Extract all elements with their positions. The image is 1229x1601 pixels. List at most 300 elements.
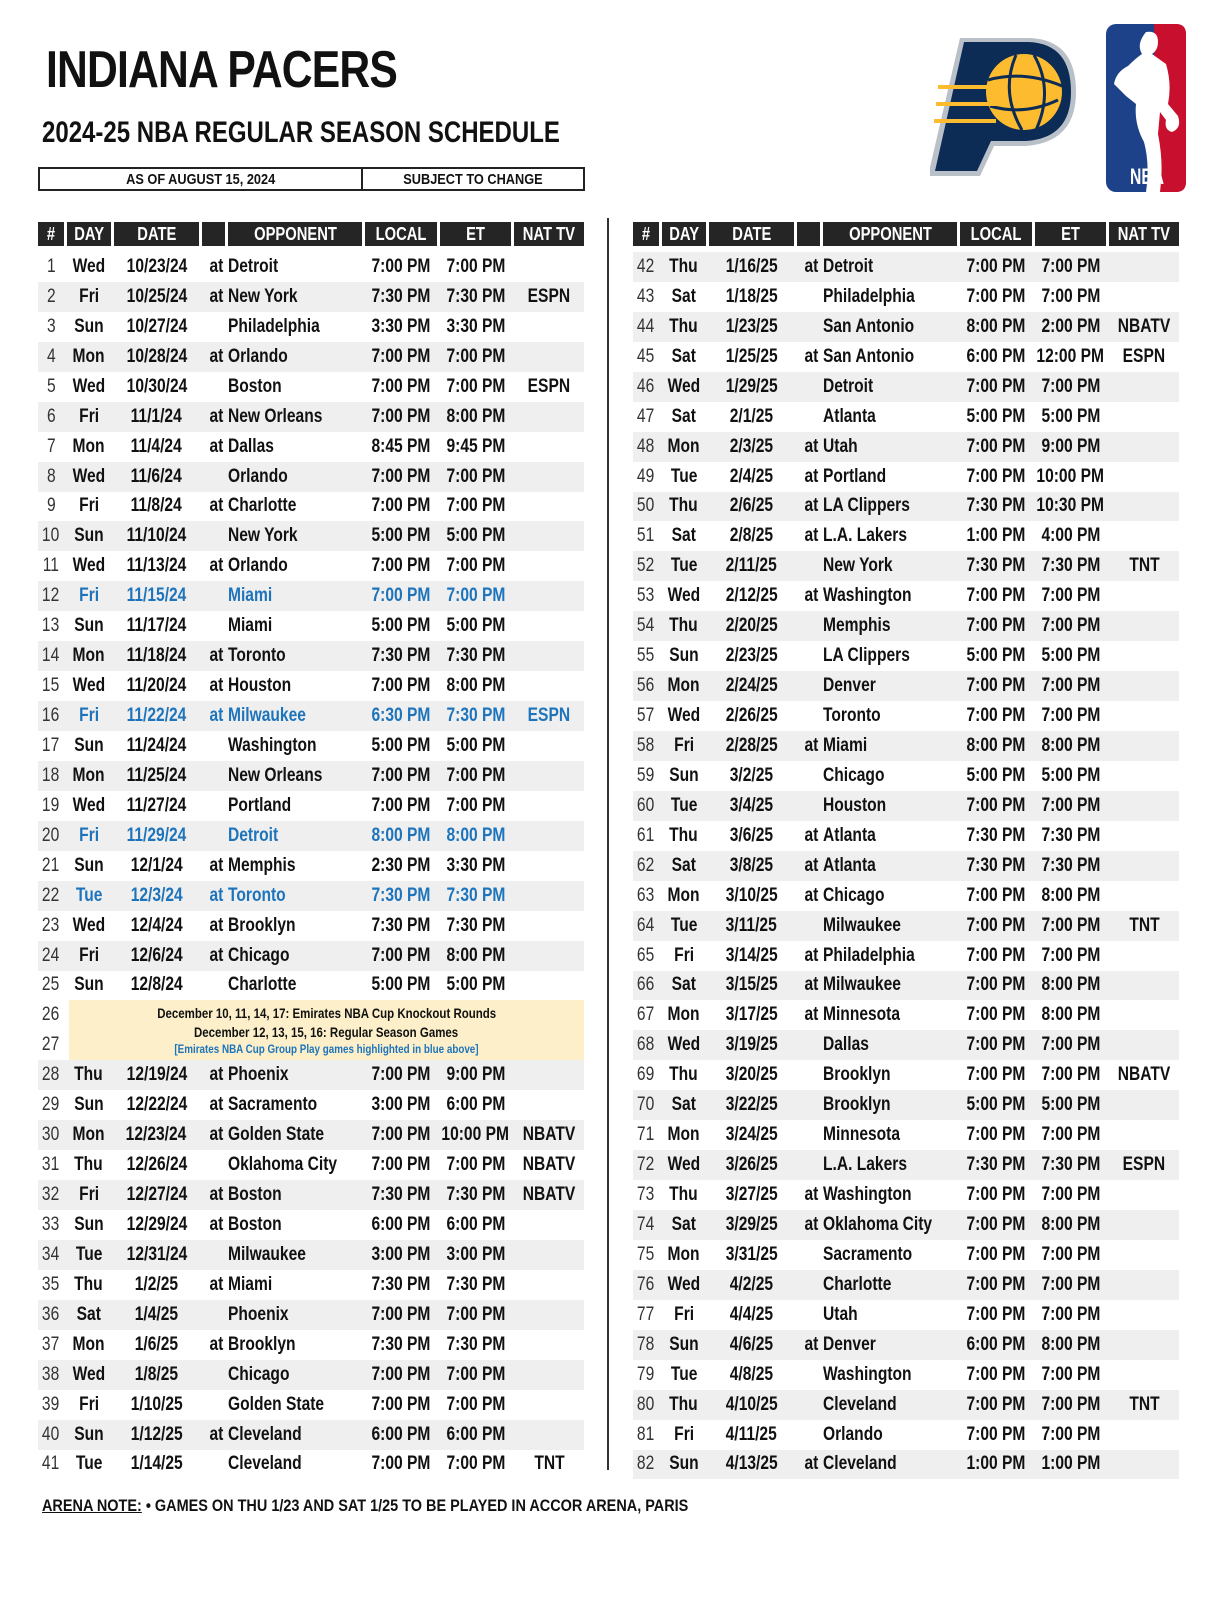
opponent-name: Orlando — [228, 555, 288, 577]
game-day: Wed — [72, 255, 106, 277]
game-day: Fri — [673, 1423, 694, 1445]
game-number: 23 — [42, 914, 60, 936]
game-number: 32 — [42, 1184, 60, 1206]
game-day: Sun — [74, 1094, 104, 1116]
local-time: 7:00 PM — [966, 1004, 1026, 1026]
table-row — [38, 1270, 584, 1300]
game-day: Wed — [72, 914, 106, 936]
opponent-name: Washington — [823, 585, 912, 607]
et-time: 7:00 PM — [445, 1363, 505, 1385]
table-row — [633, 941, 1179, 971]
opponent-name: Milwaukee — [228, 705, 307, 727]
opponent-name: Dallas — [823, 1034, 870, 1056]
local-time: 7:00 PM — [966, 1363, 1026, 1385]
game-day: Sun — [74, 1213, 104, 1235]
cup-note-line: December 12, 13, 15, 16: Regular Season Games — [194, 1023, 459, 1040]
col-header-num: # — [633, 222, 659, 246]
local-time: 7:30 PM — [371, 645, 431, 667]
opponent-name: New York — [823, 555, 893, 577]
game-date: 12/27/24 — [126, 1184, 187, 1206]
table-row — [38, 911, 584, 941]
game-day: Mon — [72, 1333, 105, 1355]
away-marker: at — [209, 1184, 224, 1206]
game-day: Sat — [671, 1213, 696, 1235]
et-time: 10:30 PM — [1036, 495, 1105, 517]
game-date: 12/4/24 — [130, 914, 183, 936]
game-date: 4/8/25 — [729, 1363, 774, 1385]
local-time: 5:00 PM — [371, 734, 431, 756]
game-date: 11/18/24 — [126, 645, 187, 667]
game-number: 20 — [42, 824, 60, 846]
away-marker: at — [804, 1453, 819, 1475]
game-number: 67 — [637, 1004, 655, 1026]
game-day: Tue — [670, 914, 698, 936]
table-row — [38, 1180, 584, 1210]
game-date: 2/28/25 — [725, 734, 778, 756]
table-body — [38, 1060, 584, 1479]
table-row — [633, 1420, 1179, 1450]
arena-note-label: ARENA NOTE: — [42, 1496, 142, 1515]
opponent-name: Orlando — [228, 345, 288, 367]
game-date: 3/22/25 — [725, 1094, 778, 1116]
et-time: 12:00 PM — [1036, 345, 1105, 367]
et-time: 7:00 PM — [445, 255, 505, 277]
opponent-name: Atlanta — [823, 854, 877, 876]
game-date: 12/19/24 — [126, 1064, 187, 1086]
opponent-name: Memphis — [823, 615, 891, 637]
opponent-name: Charlotte — [228, 974, 297, 996]
et-time: 8:00 PM — [1040, 884, 1100, 906]
game-date: 12/26/24 — [126, 1154, 187, 1176]
table-row — [38, 941, 584, 971]
away-marker: at — [209, 1423, 224, 1445]
local-time: 8:00 PM — [966, 734, 1026, 756]
local-time: 7:00 PM — [371, 1303, 431, 1325]
game-date: 11/27/24 — [126, 794, 187, 816]
col-header-local: LOCAL — [365, 222, 437, 246]
opponent-name: Toronto — [823, 705, 881, 727]
local-time: 7:00 PM — [371, 1393, 431, 1415]
opponent-name: Orlando — [823, 1423, 883, 1445]
game-date: 1/6/25 — [134, 1333, 179, 1355]
game-number: 15 — [42, 675, 60, 697]
opponent-name: Cleveland — [823, 1453, 897, 1475]
local-time: 5:00 PM — [966, 1094, 1026, 1116]
game-date: 2/4/25 — [729, 465, 774, 487]
game-date: 11/4/24 — [130, 435, 183, 457]
et-time: 7:00 PM — [445, 465, 505, 487]
opponent-name: Utah — [823, 1303, 858, 1325]
away-marker: at — [804, 974, 819, 996]
game-day: Fri — [78, 824, 99, 846]
game-day: Thu — [74, 1273, 104, 1295]
game-date: 3/31/25 — [725, 1243, 778, 1265]
table-row — [633, 1450, 1179, 1480]
et-time: 7:00 PM — [1040, 944, 1100, 966]
game-number: 41 — [42, 1453, 60, 1475]
et-time: 5:00 PM — [445, 734, 505, 756]
table-row — [633, 671, 1179, 701]
opponent-name: Chicago — [823, 884, 885, 906]
local-time: 7:00 PM — [966, 884, 1026, 906]
local-time: 7:00 PM — [966, 1213, 1026, 1235]
table-row — [38, 1210, 584, 1240]
game-day: Thu — [669, 315, 699, 337]
game-date: 11/8/24 — [130, 495, 183, 517]
table-row — [633, 881, 1179, 911]
et-time: 8:00 PM — [1040, 1333, 1100, 1355]
game-date: 11/24/24 — [126, 734, 187, 756]
game-number: 36 — [42, 1303, 60, 1325]
opponent-name: Memphis — [228, 854, 296, 876]
game-date: 2/8/25 — [729, 525, 774, 547]
game-day: Sat — [76, 1303, 101, 1325]
game-number: 53 — [637, 585, 655, 607]
game-day: Sun — [669, 1453, 699, 1475]
game-date: 11/10/24 — [126, 525, 187, 547]
game-number: 17 — [42, 734, 60, 756]
local-time: 8:45 PM — [371, 435, 431, 457]
local-time: 7:00 PM — [371, 555, 431, 577]
local-time: 7:00 PM — [966, 1423, 1026, 1445]
et-time: 7:30 PM — [445, 1184, 505, 1206]
table-row — [38, 462, 584, 492]
table-row — [633, 1030, 1179, 1060]
game-day: Fri — [78, 285, 99, 307]
opponent-name: New York — [228, 525, 298, 547]
table-row — [633, 1360, 1179, 1390]
away-marker: at — [209, 944, 224, 966]
away-marker: at — [209, 914, 224, 936]
game-date: 1/29/25 — [725, 375, 778, 397]
et-time: 9:00 PM — [1040, 435, 1100, 457]
table-row — [633, 1330, 1179, 1360]
game-day: Sun — [74, 615, 104, 637]
game-number: 76 — [637, 1273, 655, 1295]
game-number: 50 — [637, 495, 655, 517]
opponent-name: L.A. Lakers — [823, 1154, 908, 1176]
local-time: 7:00 PM — [371, 255, 431, 277]
game-number: 72 — [637, 1154, 655, 1176]
away-marker: at — [804, 255, 819, 277]
et-time: 7:00 PM — [445, 495, 505, 517]
game-number: 9 — [46, 495, 56, 517]
local-time: 6:00 PM — [371, 1423, 431, 1445]
table-row — [633, 312, 1179, 342]
table-row — [633, 402, 1179, 432]
away-marker: at — [804, 944, 819, 966]
game-day: Mon — [667, 884, 700, 906]
game-day: Thu — [669, 255, 699, 277]
game-day: Wed — [667, 375, 701, 397]
local-time: 7:00 PM — [966, 1034, 1026, 1056]
local-time: 3:30 PM — [371, 315, 431, 337]
game-number: 25 — [42, 974, 60, 996]
game-number: 28 — [42, 1064, 60, 1086]
game-number: 4 — [46, 345, 56, 367]
local-time: 5:00 PM — [371, 974, 431, 996]
game-date: 1/8/25 — [134, 1363, 179, 1385]
game-day: Fri — [78, 1393, 99, 1415]
local-time: 5:00 PM — [966, 405, 1026, 427]
game-date: 3/4/25 — [729, 794, 774, 816]
away-marker: at — [209, 345, 224, 367]
local-time: 7:00 PM — [371, 794, 431, 816]
table-row — [633, 1180, 1179, 1210]
et-time: 7:30 PM — [445, 884, 505, 906]
game-day: Tue — [75, 1453, 103, 1475]
game-number: 42 — [637, 255, 655, 277]
et-time: 7:00 PM — [1040, 255, 1100, 277]
game-number: 3 — [46, 315, 56, 337]
game-date: 11/6/24 — [130, 465, 183, 487]
game-number: 55 — [637, 645, 655, 667]
game-day: Mon — [667, 435, 700, 457]
col-header-at — [202, 222, 225, 246]
local-time: 7:00 PM — [371, 405, 431, 427]
game-number: 79 — [637, 1363, 655, 1385]
page-subtitle: 2024-25 NBA REGULAR SEASON SCHEDULE — [42, 116, 560, 149]
et-time: 7:30 PM — [1040, 1154, 1100, 1176]
game-date: 3/19/25 — [725, 1034, 778, 1056]
table-body — [633, 252, 1179, 1479]
game-number: 51 — [637, 525, 655, 547]
game-date: 3/20/25 — [725, 1064, 778, 1086]
away-marker: at — [804, 1213, 819, 1235]
local-time: 7:00 PM — [966, 1393, 1026, 1415]
table-row — [38, 521, 584, 551]
game-date: 11/22/24 — [126, 705, 187, 727]
game-number: 26 — [42, 1004, 60, 1026]
game-number: 29 — [42, 1094, 60, 1116]
opponent-name: Miami — [228, 585, 273, 607]
game-day: Tue — [670, 1363, 698, 1385]
table-row — [38, 282, 584, 312]
table-row — [38, 851, 584, 881]
et-time: 7:30 PM — [445, 705, 505, 727]
local-time: 5:00 PM — [371, 525, 431, 547]
game-date: 4/10/25 — [725, 1393, 778, 1415]
game-day: Sat — [671, 345, 696, 367]
away-marker: at — [209, 1124, 224, 1146]
local-time: 7:00 PM — [966, 375, 1026, 397]
et-time: 5:00 PM — [445, 525, 505, 547]
et-time: 3:30 PM — [445, 315, 505, 337]
opponent-name: Boston — [228, 1213, 282, 1235]
game-day: Mon — [667, 1124, 700, 1146]
local-time: 5:00 PM — [371, 615, 431, 637]
opponent-name: Minnesota — [823, 1124, 901, 1146]
et-time: 8:00 PM — [445, 405, 505, 427]
game-date: 10/25/24 — [126, 285, 187, 307]
col-header-day: DAY — [662, 222, 706, 246]
table-row — [633, 821, 1179, 851]
local-time: 8:00 PM — [371, 824, 431, 846]
table-row — [38, 1120, 584, 1150]
away-marker: at — [209, 884, 224, 906]
col-header-opponent: OPPONENT — [228, 222, 361, 246]
col-header-at — [797, 222, 820, 246]
away-marker: at — [209, 435, 224, 457]
game-date: 1/12/25 — [130, 1423, 183, 1445]
away-marker: at — [209, 705, 224, 727]
opponent-name: Utah — [823, 435, 858, 457]
et-time: 8:00 PM — [1040, 1213, 1100, 1235]
game-date: 4/6/25 — [729, 1333, 774, 1355]
game-day: Wed — [72, 555, 106, 577]
game-number: 14 — [42, 645, 60, 667]
opponent-name: Cleveland — [228, 1423, 302, 1445]
game-day: Mon — [667, 1004, 700, 1026]
national-tv: TNT — [534, 1453, 565, 1475]
opponent-name: Sacramento — [228, 1094, 318, 1116]
game-date: 12/29/24 — [126, 1213, 187, 1235]
column-divider — [607, 218, 609, 1470]
game-date: 11/15/24 — [126, 585, 187, 607]
game-date: 2/3/25 — [729, 435, 774, 457]
game-date: 3/26/25 — [725, 1154, 778, 1176]
game-date: 2/6/25 — [729, 495, 774, 517]
game-date: 1/14/25 — [130, 1453, 183, 1475]
local-time: 2:30 PM — [371, 854, 431, 876]
opponent-name: San Antonio — [823, 345, 915, 367]
table-row-cup-game — [38, 821, 584, 851]
as-of-banner — [38, 167, 585, 191]
game-date: 4/4/25 — [729, 1303, 774, 1325]
local-time: 7:00 PM — [371, 495, 431, 517]
opponent-name: Dallas — [228, 435, 275, 457]
game-number: 60 — [637, 794, 655, 816]
opponent-name: Miami — [228, 1273, 273, 1295]
game-number: 40 — [42, 1423, 60, 1445]
game-date: 10/23/24 — [126, 255, 187, 277]
table-row — [38, 1330, 584, 1360]
et-time: 7:00 PM — [1040, 285, 1100, 307]
game-number: 22 — [42, 884, 60, 906]
table-row — [633, 1120, 1179, 1150]
opponent-name: Atlanta — [823, 824, 877, 846]
table-row — [38, 671, 584, 701]
game-date: 10/27/24 — [126, 315, 187, 337]
game-day: Thu — [669, 824, 699, 846]
table-row-cup-game — [38, 881, 584, 911]
game-day: Thu — [669, 1393, 699, 1415]
local-time: 7:00 PM — [966, 435, 1026, 457]
local-time: 7:30 PM — [371, 1273, 431, 1295]
game-date: 12/1/24 — [130, 854, 183, 876]
local-time: 7:00 PM — [966, 794, 1026, 816]
game-date: 1/16/25 — [725, 255, 778, 277]
opponent-name: LA Clippers — [823, 645, 911, 667]
opponent-name: Miami — [823, 734, 868, 756]
et-time: 7:00 PM — [445, 1154, 505, 1176]
opponent-name: Portland — [823, 465, 887, 487]
game-day: Wed — [667, 1273, 701, 1295]
opponent-name: Detroit — [228, 824, 279, 846]
away-marker: at — [209, 405, 224, 427]
table-row — [633, 462, 1179, 492]
et-time: 7:00 PM — [1040, 1303, 1100, 1325]
opponent-name: Sacramento — [823, 1243, 913, 1265]
game-number: 8 — [46, 465, 56, 487]
col-header-opponent: OPPONENT — [823, 222, 956, 246]
game-number: 82 — [637, 1453, 655, 1475]
et-time: 7:00 PM — [1040, 615, 1100, 637]
game-date: 2/23/25 — [725, 645, 778, 667]
opponent-name: Washington — [228, 734, 317, 756]
table-row — [633, 731, 1179, 761]
opponent-name: New Orleans — [228, 764, 323, 786]
pacers-logo-icon — [930, 30, 1080, 180]
game-number: 2 — [46, 285, 56, 307]
local-time: 7:00 PM — [966, 705, 1026, 727]
local-time: 7:00 PM — [966, 1184, 1026, 1206]
table-row — [38, 1360, 584, 1390]
table-row-cup-game — [38, 701, 584, 731]
national-tv: ESPN — [527, 705, 571, 727]
game-day: Wed — [72, 465, 106, 487]
away-marker: at — [209, 1273, 224, 1295]
game-day: Sun — [74, 1423, 104, 1445]
away-marker: at — [209, 1213, 224, 1235]
game-number: 74 — [637, 1213, 655, 1235]
game-day: Fri — [78, 1184, 99, 1206]
opponent-name: Chicago — [228, 944, 290, 966]
game-day: Thu — [74, 1064, 104, 1086]
game-day: Thu — [74, 1154, 104, 1176]
col-header-nat-tv: NAT TV — [1109, 222, 1179, 246]
opponent-name: Golden State — [228, 1393, 325, 1415]
et-time: 7:00 PM — [1040, 914, 1100, 936]
game-date: 3/14/25 — [725, 944, 778, 966]
et-time: 3:30 PM — [445, 854, 505, 876]
opponent-name: Philadelphia — [823, 944, 916, 966]
game-date: 1/23/25 — [725, 315, 778, 337]
opponent-name: Houston — [823, 794, 887, 816]
game-day: Fri — [78, 944, 99, 966]
opponent-name: Denver — [823, 1333, 877, 1355]
local-time: 1:00 PM — [966, 525, 1026, 547]
local-time: 3:00 PM — [371, 1094, 431, 1116]
table-row — [38, 312, 584, 342]
opponent-name: Minnesota — [823, 1004, 901, 1026]
game-number: 11 — [42, 555, 60, 577]
away-marker: at — [804, 495, 819, 517]
game-day: Mon — [667, 675, 700, 697]
et-time: 8:00 PM — [1040, 734, 1100, 756]
game-date: 3/6/25 — [729, 824, 774, 846]
table-row — [633, 1000, 1179, 1030]
national-tv: TNT — [1129, 555, 1160, 577]
game-date: 11/25/24 — [126, 764, 187, 786]
opponent-name: LA Clippers — [823, 495, 911, 517]
game-number: 80 — [637, 1393, 655, 1415]
national-tv: NBATV — [522, 1154, 576, 1176]
subject-to-change: SUBJECT TO CHANGE — [403, 170, 543, 188]
game-day: Sat — [671, 854, 696, 876]
away-marker: at — [209, 1333, 224, 1355]
national-tv: ESPN — [1122, 1154, 1166, 1176]
et-time: 7:00 PM — [1040, 675, 1100, 697]
et-time: 4:00 PM — [1040, 525, 1100, 547]
opponent-name: Portland — [228, 794, 292, 816]
table-row — [38, 791, 584, 821]
away-marker: at — [804, 435, 819, 457]
et-time: 3:00 PM — [445, 1243, 505, 1265]
local-time: 7:30 PM — [966, 854, 1026, 876]
col-header-local: LOCAL — [960, 222, 1032, 246]
game-number: 56 — [637, 675, 655, 697]
